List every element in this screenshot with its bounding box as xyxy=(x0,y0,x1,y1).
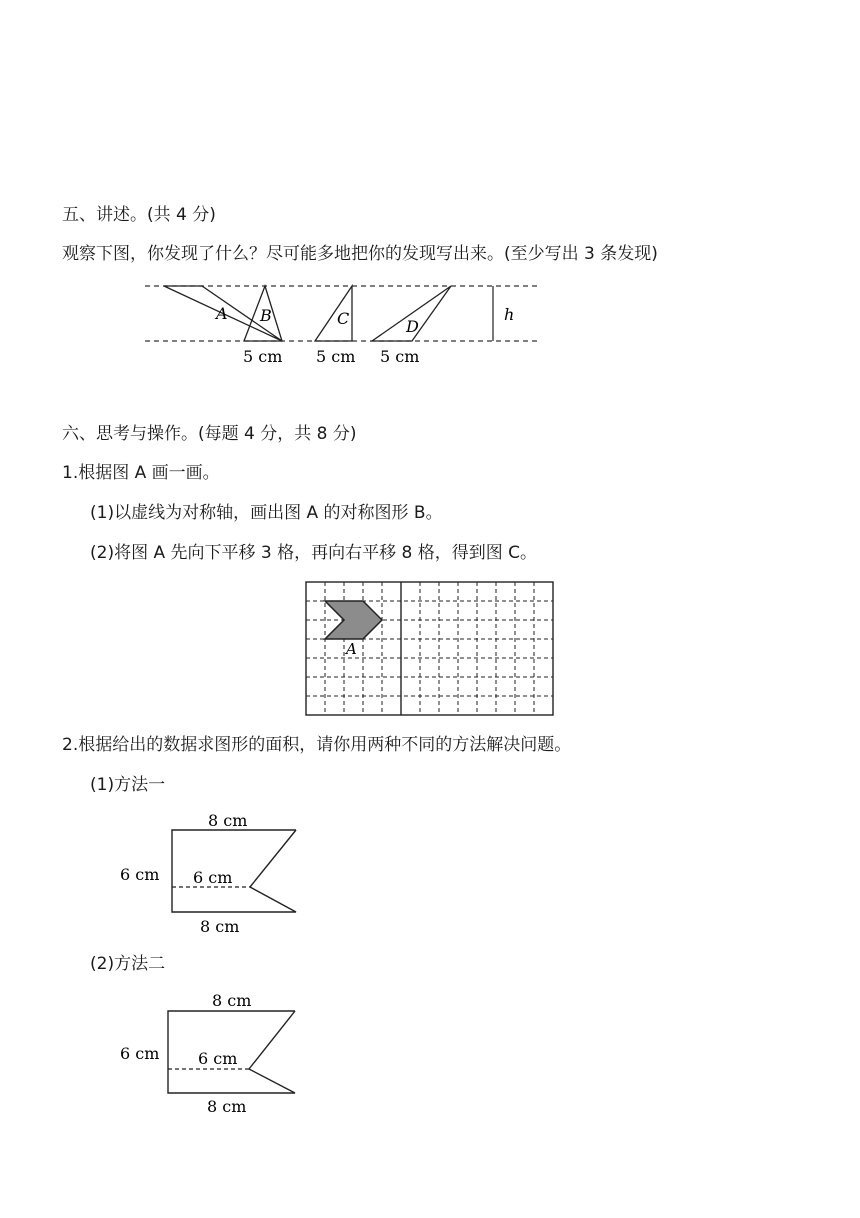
label-d: D xyxy=(406,317,419,336)
shape-notch-2 xyxy=(249,1011,295,1069)
grid-figure xyxy=(300,577,560,722)
method-1-label: (1)方法一 xyxy=(90,775,166,795)
top-label-2: 8 cm xyxy=(212,991,252,1010)
middle-label-2: 6 cm xyxy=(198,1049,238,1068)
bottom-label-2: 8 cm xyxy=(207,1097,247,1116)
section-5-question: 观察下图，你发现了什么？尽可能多地把你的发现写出来。(至少写出 3 条发现) xyxy=(62,244,658,264)
area-figure-2 xyxy=(115,987,315,1117)
q1-title: 1.根据图 A 画一画。 xyxy=(62,463,220,483)
shape-outline-1 xyxy=(172,830,296,912)
shape-a xyxy=(325,601,382,639)
base-label-1: 5 cm xyxy=(243,347,283,366)
q1-sub1: (1)以虚线为对称轴，画出图 A 的对称图形 B。 xyxy=(90,503,443,523)
q1-sub2: (2)将图 A 先向下平移 3 格，再向右平移 8 格，得到图 C。 xyxy=(90,543,538,563)
base-label-3: 5 cm xyxy=(380,347,420,366)
section-5-heading: 五、讲述。(共 4 分) xyxy=(62,205,216,225)
shape-a-label: A xyxy=(346,640,357,658)
area-figure-1 xyxy=(115,808,315,938)
label-h: h xyxy=(504,305,515,324)
shape-notch-1 xyxy=(250,830,296,887)
left-label-1: 6 cm xyxy=(120,865,160,884)
middle-label-1: 6 cm xyxy=(193,868,233,887)
method-2-label: (2)方法二 xyxy=(90,954,166,974)
bottom-label-1: 8 cm xyxy=(200,917,240,936)
section-6-heading: 六、思考与操作。(每题 4 分，共 8 分) xyxy=(62,424,357,444)
top-label-1: 8 cm xyxy=(208,811,248,830)
label-c: C xyxy=(337,309,350,328)
q2-title: 2.根据给出的数据求图形的面积，请你用两种不同的方法解决问题。 xyxy=(62,735,572,755)
label-b: B xyxy=(260,306,272,325)
base-label-2: 5 cm xyxy=(316,347,356,366)
triangles-figure xyxy=(140,280,550,370)
left-label-2: 6 cm xyxy=(120,1044,160,1063)
label-a: A xyxy=(216,304,228,323)
